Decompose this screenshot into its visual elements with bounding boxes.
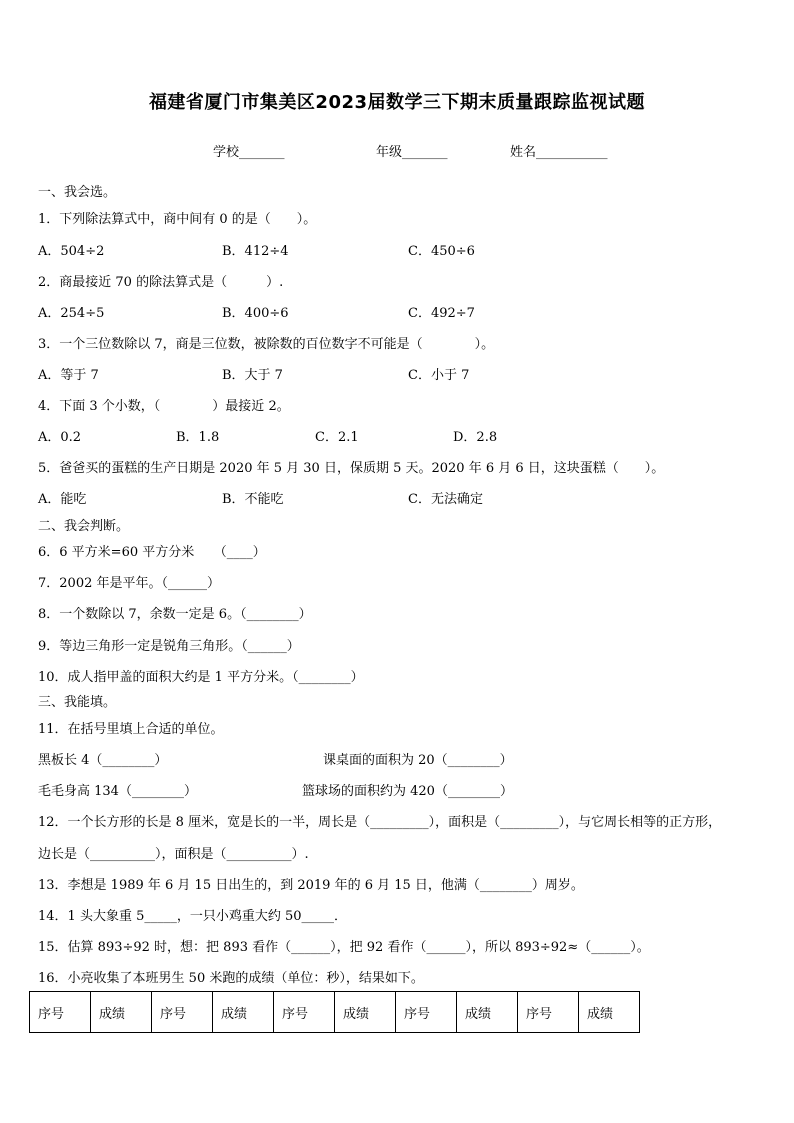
question-9: 9．等边三角形一定是锐角三角形。（______） [38,639,300,654]
q4-option-a: A．0.2 [38,430,82,445]
table-header-cell: 成绩 [335,992,396,1033]
table-header-cell: 序号 [396,992,457,1033]
school-field: 学校_______ [213,145,285,160]
table-header-cell: 序号 [30,992,91,1033]
table-header-cell: 成绩 [91,992,152,1033]
question-16: 16．小亮收集了本班男生 50 米跑的成绩（单位：秒），结果如下。 [38,971,424,986]
table-header-cell: 序号 [274,992,335,1033]
q2-option-c: C．492÷7 [408,306,475,321]
q5-option-c: C．无法确定 [408,492,483,507]
page-title: 福建省厦门市集美区2023届数学三下期末质量跟踪监视试题 [148,92,646,113]
question-1: 1．下列除法算式中，商中间有 0 的是（ ）。 [38,212,317,227]
running-scores-table [29,991,640,1033]
table-header-cell: 序号 [152,992,213,1033]
q11-blank-a: 黑板长 4（________） [38,753,168,768]
question-13: 13．李想是 1989 年 6 月 15 日出生的，到 2019 年的 6 月 15 日，他满（________）周岁。 [38,878,584,893]
question-6: 6．6 平方米=60 平方分米 （____） [38,545,266,560]
q3-option-b: B．大于 7 [222,368,283,383]
question-3: 3．一个三位数除以 7，商是三位数，被除数的百位数字不可能是（ ）。 [38,337,495,352]
q11-blank-b: 课桌面的面积为 20（________） [323,753,513,768]
question-15: 15．估算 893÷92 时，想：把 893 看作（______），把 92 看作（______），所以 893÷92≈（______）。 [38,940,650,955]
q5-option-b: B．不能吃 [222,492,284,507]
q4-option-c: C．2.1 [315,430,359,445]
question-8: 8．一个数除以 7，余数一定是 6。（________） [38,607,312,622]
question-10: 10．成人指甲盖的面积大约是 1 平方分米。（________） [38,670,364,685]
table-header-cell: 成绩 [213,992,274,1033]
question-7: 7．2002 年是平年。（______） [38,576,220,591]
name-field: 姓名___________ [510,145,608,160]
q11-blank-c: 毛毛身高 134（________） [38,784,197,799]
table-header-cell: 成绩 [457,992,518,1033]
q4-option-d: D．2.8 [453,430,498,445]
q1-option-c: C．450÷6 [408,244,475,259]
question-12-line-1: 12．一个长方形的长是 8 厘米，宽是长的一半，周长是（_________），面积是（_________），与它周长相等的正方形， [38,815,722,830]
q3-option-a: A．等于 7 [38,368,99,383]
q3-option-c: C．小于 7 [408,368,470,383]
q11-blank-d: 篮球场的面积约为 420（________） [302,784,513,799]
section-heading-judge: 二、我会判断。 [38,519,130,534]
question-12-line-2: 边长是（__________），面积是（__________）. [38,847,309,862]
question-5: 5．爸爸买的蛋糕的生产日期是 2020 年 5 月 30 日，保质期 5 天。2020 年 6 月 6 日，这块蛋糕（ ）。 [38,461,665,476]
question-11: 11．在括号里填上合适的单位。 [38,722,224,737]
q5-option-a: A．能吃 [38,492,87,507]
table-header-row [30,992,640,1033]
q1-option-a: A．504÷2 [38,244,105,259]
q4-option-b: B．1.8 [176,430,220,445]
question-2: 2．商最接近 70 的除法算式是（ ）. [38,275,284,290]
q2-option-a: A．254÷5 [38,306,105,321]
q1-option-b: B．412÷4 [222,244,289,259]
section-heading-fill: 三、我能填。 [38,695,117,710]
grade-field: 年级_______ [376,145,448,160]
q2-option-b: B．400÷6 [222,306,289,321]
question-14: 14．1 头大象重 5_____，一只小鸡重大约 50_____． [38,909,348,924]
table-header-cell: 成绩 [579,992,640,1033]
question-4: 4．下面 3 个小数，（ ）最接近 2。 [38,399,290,414]
table-header-cell: 序号 [518,992,579,1033]
section-heading-choose: 一、我会选。 [38,185,117,200]
